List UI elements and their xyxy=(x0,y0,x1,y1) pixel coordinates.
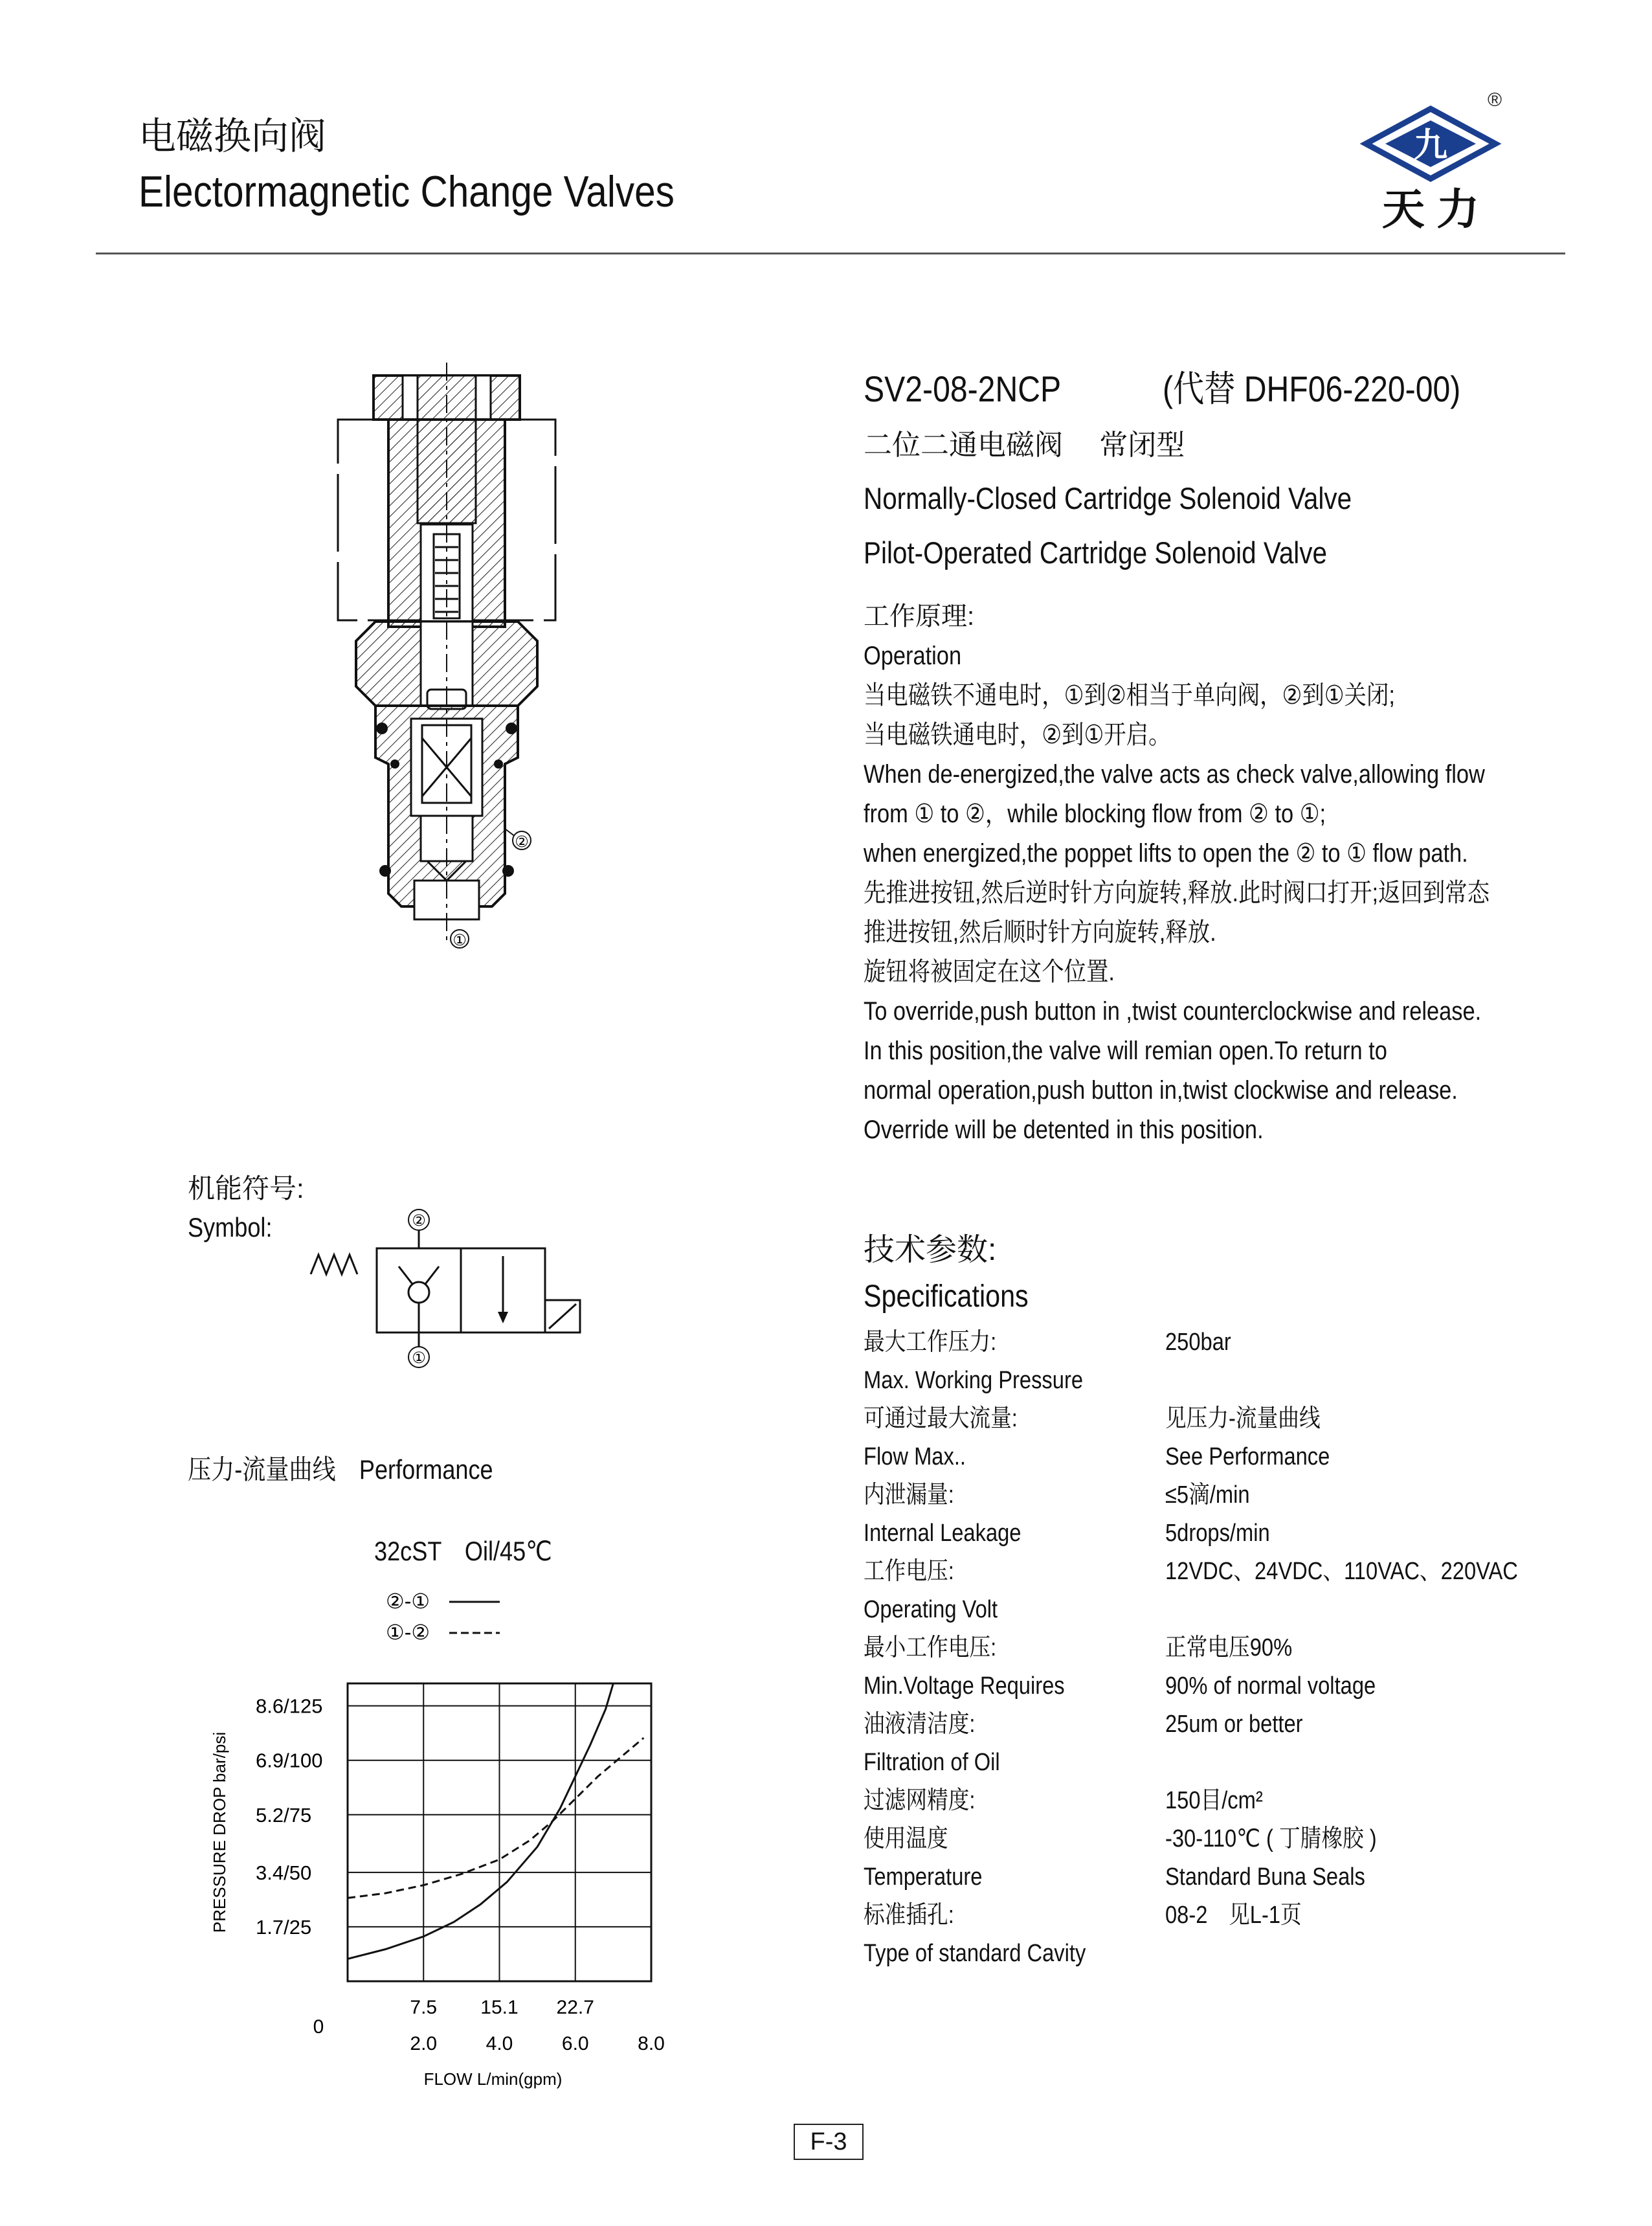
origin-label: 0 xyxy=(313,2016,324,2038)
performance-title: 压力-流量曲线 Performance xyxy=(188,1454,493,1485)
spec-value: See Performance xyxy=(1165,1443,1330,1470)
operation-title-cn: 工作原理: xyxy=(864,602,975,631)
performance-chart xyxy=(207,1664,699,2089)
spec-value: 5drops/min xyxy=(1165,1520,1270,1547)
symbol-title-cn: 机能符号: xyxy=(188,1173,304,1204)
operation-line: from ① to ②，while blocking flow from ② to ①; xyxy=(864,800,1326,828)
performance-legend xyxy=(386,1585,528,1656)
spec-label: 可通过最大流量: xyxy=(864,1405,1018,1432)
x-tick-label-gpm: 6.0 xyxy=(561,2033,589,2054)
logo-mark-text: 九 xyxy=(1413,127,1448,164)
type-en-2: Pilot-Operated Cartridge Solenoid Valve xyxy=(864,535,1327,570)
valve-section-drawing xyxy=(324,363,570,958)
series-line-1-to-2 xyxy=(348,1738,643,1898)
spec-label: Operating Volt xyxy=(864,1596,998,1623)
operation-line: 当电磁铁不通电时，①到②相当于单向阀，②到①关闭; xyxy=(864,681,1395,710)
y-tick-label: 6.9/100 xyxy=(256,1749,323,1772)
y-axis-label: PRESSURE DROP bar/psi xyxy=(210,1731,229,1933)
symbol-port-1: ① xyxy=(412,1349,426,1367)
spec-value: Standard Buna Seals xyxy=(1165,1863,1365,1891)
spec-label: Min.Voltage Requires xyxy=(864,1672,1065,1700)
operation-line: Override will be detented in this position. xyxy=(864,1116,1264,1144)
operation-line: 当电磁铁通电时，②到①开启。 xyxy=(864,721,1171,749)
hydraulic-symbol xyxy=(304,1204,608,1373)
spec-value: 正常电压90% xyxy=(1165,1634,1293,1661)
x-axis-label: FLOW L/min(gpm) xyxy=(423,2069,563,2089)
spec-value: 08-2 见L-1页 xyxy=(1165,1902,1302,1929)
spec-label: Max. Working Pressure xyxy=(864,1367,1084,1394)
operation-line: 先推进按钮,然后逆时针方向旋转,释放.此时阀口打开;返回到常态 xyxy=(864,879,1490,907)
spec-label: 油液清洁度: xyxy=(864,1711,976,1738)
drawing-port-2: ② xyxy=(515,833,529,851)
tianli-logo xyxy=(1353,89,1515,238)
operation-title-en: Operation xyxy=(864,642,962,670)
x-tick-label-lpm: 7.5 xyxy=(410,1997,438,2018)
spec-label: Flow Max.. xyxy=(864,1443,966,1470)
x-tick-label-lpm: 22.7 xyxy=(556,1997,594,2018)
operation-line: when energized,the poppet lifts to open the ② to ① flow path. xyxy=(864,839,1468,868)
spec-label: Filtration of Oil xyxy=(864,1749,1000,1776)
spec-label: 内泄漏量: xyxy=(864,1481,954,1509)
spec-value: 150目/cm² xyxy=(1165,1787,1263,1814)
spec-label: 使用温度 xyxy=(864,1825,948,1852)
brand-cn: 天 力 xyxy=(1381,185,1480,233)
x-tick-label-gpm: 2.0 xyxy=(410,2033,438,2054)
specs-title-cn: 技术参数: xyxy=(864,1233,997,1267)
type-cn: 二位二通电磁阀 常闭型 xyxy=(864,429,1185,461)
spec-value: ≤5滴/min xyxy=(1165,1481,1250,1509)
x-tick-label-gpm: 4.0 xyxy=(486,2033,513,2054)
page-number: F-3 xyxy=(794,2124,864,2160)
spec-label: Temperature xyxy=(864,1863,983,1891)
y-tick-label: 3.4/50 xyxy=(256,1861,312,1884)
y-tick-label: 5.2/75 xyxy=(256,1803,312,1827)
operation-line: In this position,the valve will remian open.To return to xyxy=(864,1037,1387,1065)
header-divider xyxy=(96,253,1565,254)
operation-line: When de-energized,the valve acts as check valve,allowing flow xyxy=(864,760,1485,789)
x-tick-label-gpm: 8.0 xyxy=(638,2033,665,2054)
spec-value: 250bar xyxy=(1165,1329,1231,1356)
symbol-port-2: ② xyxy=(412,1212,426,1230)
operation-line: normal operation,push button in,twist clockwise and release. xyxy=(864,1076,1458,1105)
spec-value: 90% of normal voltage xyxy=(1165,1672,1376,1700)
spec-label: 最小工作电压: xyxy=(864,1634,997,1661)
operation-line: To override,push button in ,twist counterclockwise and release. xyxy=(864,997,1482,1026)
y-tick-label: 1.7/25 xyxy=(256,1915,312,1939)
symbol-title-en: Symbol: xyxy=(188,1212,273,1242)
operation-line: 推进按钮,然后顺时针方向旋转,释放. xyxy=(864,918,1216,947)
spec-label: Type of standard Cavity xyxy=(864,1940,1086,1967)
spec-label: 工作电压: xyxy=(864,1558,954,1585)
spec-label: Internal Leakage xyxy=(864,1520,1021,1547)
model-number: SV2-08-2NCP xyxy=(864,368,1062,409)
oil-condition: 32cST Oil/45℃ xyxy=(374,1536,552,1566)
legend-label-1-2: ①-② xyxy=(386,1621,430,1644)
spec-value: 25um or better xyxy=(1165,1711,1303,1738)
operation-line: 旋钮将被固定在这个位置. xyxy=(864,958,1115,986)
title-en: Electormagnetic Change Valves xyxy=(139,167,675,216)
type-en-1: Normally-Closed Cartridge Solenoid Valve xyxy=(864,481,1352,515)
replaces-model: (代替 DHF06-220-00) xyxy=(1163,368,1461,409)
spec-value: 见压力-流量曲线 xyxy=(1165,1405,1321,1432)
spec-label: 过滤网精度: xyxy=(864,1787,976,1814)
spec-value: -30-110℃ ( 丁腈橡胶 ) xyxy=(1165,1825,1377,1852)
y-tick-label: 8.6/125 xyxy=(256,1694,323,1718)
series-line-2-to-1 xyxy=(348,1683,613,1959)
spec-value: 12VDC、24VDC、110VAC、220VAC xyxy=(1165,1558,1518,1585)
legend-label-2-1: ②-① xyxy=(386,1590,430,1613)
title-cn: 电磁换向阀 xyxy=(139,115,327,157)
drawing-port-1: ① xyxy=(452,932,467,949)
specs-title-en: Specifications xyxy=(864,1279,1029,1314)
registered-mark: ® xyxy=(1488,89,1502,111)
spec-label: 最大工作压力: xyxy=(864,1329,997,1356)
spec-label: 标准插孔: xyxy=(864,1902,954,1929)
x-tick-label-lpm: 15.1 xyxy=(480,1997,519,2018)
